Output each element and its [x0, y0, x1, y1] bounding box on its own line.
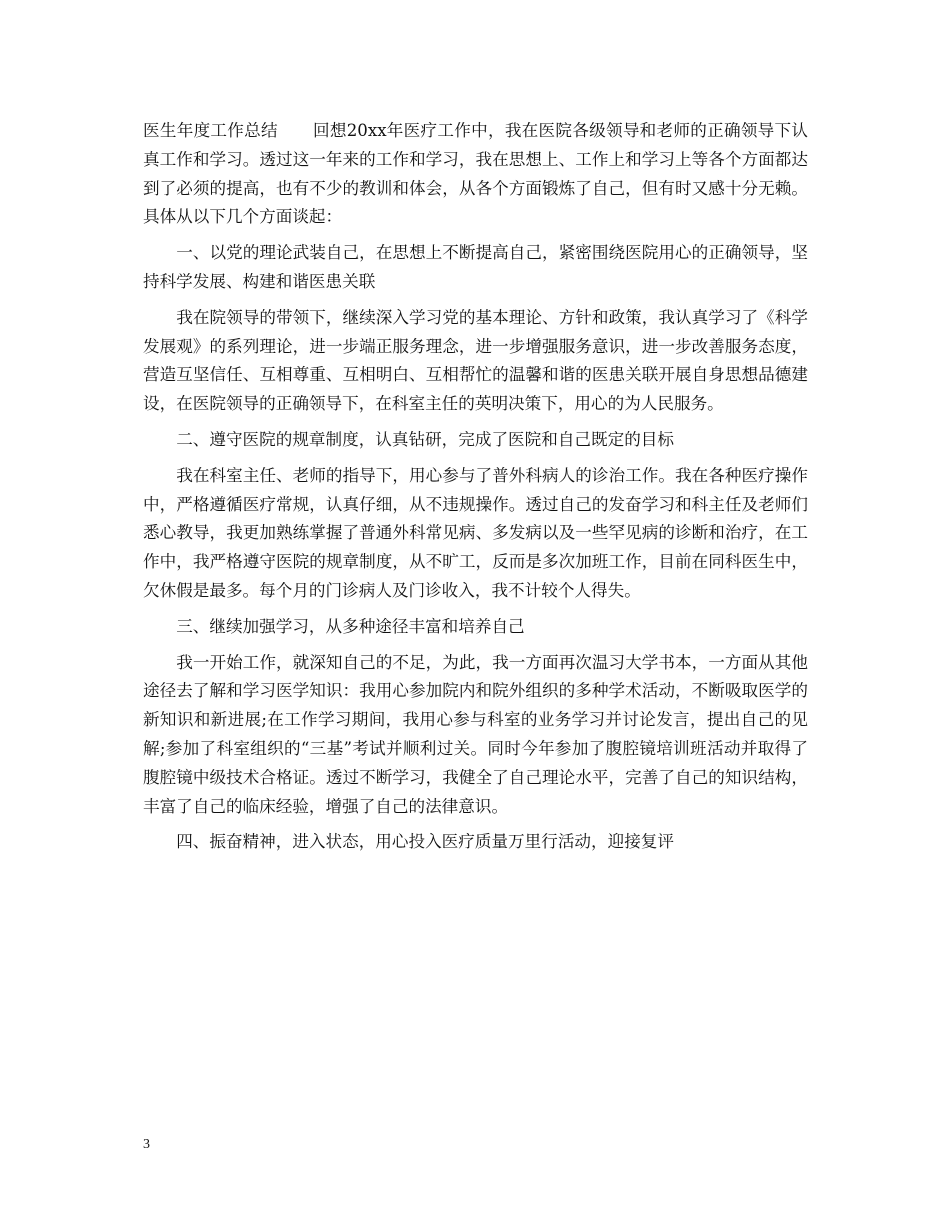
document-body [143, 117, 808, 864]
section-body-3: 我一开始工作，就深知自己的不足，为此，我一方面再次温习大学书本，一方面从其他途径去了解和学习医学知识：我用心参加院内和院外组织的多种学术活动，不断吸取医学的新知识和新进展;在工作学习期间，我用心参与科室的业务学习并讨论发言，提出自己的见解;参加了科室组织的“三基”考试并顺利过关。同时今年参加了腹腔镜培训班活动并取得了腹腔镜中级技术合格证。透过不断学习，我健全了自己理论水平，完善了自己的知识结构，丰富了自己的临床经验，增强了自己的法律意识。 [143, 652, 808, 816]
section-body-1: 我在院领导的带领下，继续深入学习党的基本理论、方针和政策，我认真学习了《科学发展观》的系列理论，进一步端正服务理念，进一步增强服务意识，进一步改善服务态度，营造互坚信任、互相尊重、互相明白、互相帮忙的温馨和谐的医患关联开展自身思想品德建设，在医院领导的正确领导下，在科室主任的英明决策下，用心的为人民服务。 [143, 307, 808, 414]
section-heading-3: 三、继续加强学习，从多种途径丰富和培养自己 [176, 616, 525, 636]
section-heading-1: 一、以党的理论武装自己，在思想上不断提高自己，紧密围绕医院用心的正确领导，坚持科学发展、构建和谐医患关联 [143, 243, 808, 291]
section-heading-2: 二、遵守医院的规章制度，认真钻研，完成了医院和自己既定的目标 [176, 429, 674, 449]
page-number: 3 [143, 1137, 150, 1152]
paragraph-text: 回想20xx年医疗工作中，我在医院各级领导和老师的正确领导下认真工作和学习。透过这一年来的工作和学习，我在思想上、工作上和学习上等各个方面都达到了必须的提高，也有不少的教训和体会，从各个方面锻炼了自己，但有时又感十分无赖。具体从以下几个方面谈起： [143, 121, 808, 227]
document-title: 医生年度工作总结 [143, 121, 278, 140]
section-body-2: 我在科室主任、老师的指导下，用心参与了普外科病人的诊治工作。我在各种医疗操作中，严格遵循医疗常规，认真仔细，从不违规操作。透过自己的发奋学习和科主任及老师们悉心教导，我更加熟练掌握了普通外科常见病、多发病以及一些罕见病的诊断和治疗，在工作中，我严格遵守医院的规章制度，从不旷工，反而是多次加班工作，目前在同科医生中，欠休假是最多。每个月的门诊病人及门诊收入，我不计较个人得失。 [143, 465, 808, 600]
section-heading-4: 四、振奋精神，进入状态，用心投入医疗质量万里行活动，迎接复评 [176, 832, 674, 852]
intro-paragraph [143, 117, 808, 232]
